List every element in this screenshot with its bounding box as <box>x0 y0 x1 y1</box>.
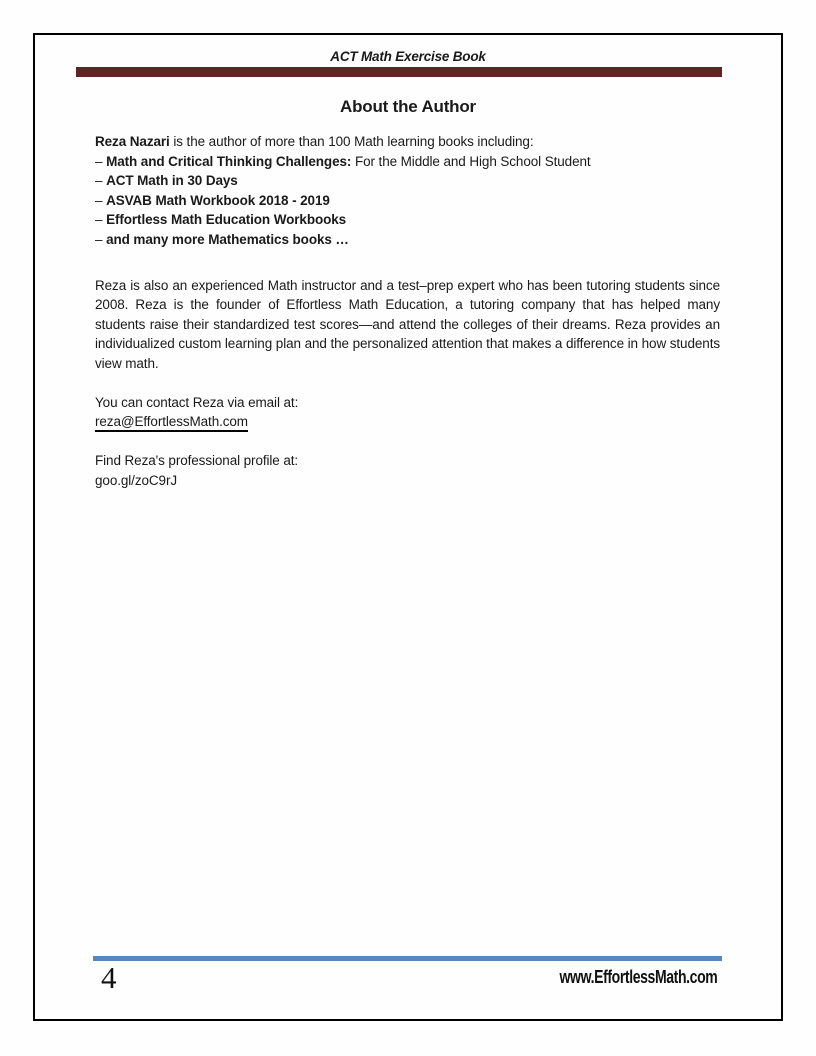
intro-line <box>95 132 720 152</box>
list-dash: – <box>95 192 107 208</box>
list-item <box>95 210 720 230</box>
footer-rule <box>93 956 722 961</box>
book-list <box>95 152 720 250</box>
book-title: and many more Mathematics books … <box>106 231 349 247</box>
author-name: Reza Nazari <box>95 134 170 149</box>
intro-text: is the author of more than 100 Math learning books including: <box>169 134 534 149</box>
list-item <box>95 171 720 191</box>
page-title: About the Author <box>340 97 476 116</box>
profile-label: Find Reza's professional profile at: <box>95 453 299 469</box>
book-title: Math and Critical Thinking Challenges: <box>106 153 352 169</box>
header-rule <box>76 67 722 77</box>
book-subtitle: For the Middle and High School Student <box>351 153 591 169</box>
list-item <box>95 191 720 211</box>
email-link[interactable]: reza@EffortlessMath.com <box>95 414 248 432</box>
book-title: ASVAB Math Workbook 2018 - 2019 <box>106 192 330 208</box>
bio-paragraph: Reza is also an experienced Math instructor and a test–prep expert who has been tutoring students since 2008. Reza is the founder of Effortless Math Education, a tutoring company that has helped many students raise their standardized test scores—and attend the colleges of their dreams. Reza provides an individualized custom learning plan and the personalized attention that makes a difference in how students view math. <box>95 277 720 371</box>
list-dash: – <box>95 173 107 189</box>
page-number: 4 <box>101 960 117 995</box>
book-title: ACT Math in 30 Days <box>106 173 238 189</box>
profile-url-text: goo.gl/zoC9rJ <box>95 472 177 488</box>
list-item <box>95 230 720 250</box>
content-area <box>95 132 720 490</box>
list-dash: – <box>95 212 107 228</box>
list-dash: – <box>95 153 107 169</box>
footer-website: www.EffortlessMath.com <box>559 967 717 987</box>
list-item <box>95 152 720 172</box>
email-line <box>95 412 720 432</box>
book-title: Effortless Math Education Workbooks <box>106 212 347 228</box>
email-label: You can contact Reza via email at: <box>95 394 299 410</box>
running-header-title: ACT Math Exercise Book <box>330 49 486 64</box>
list-dash: – <box>95 231 107 247</box>
